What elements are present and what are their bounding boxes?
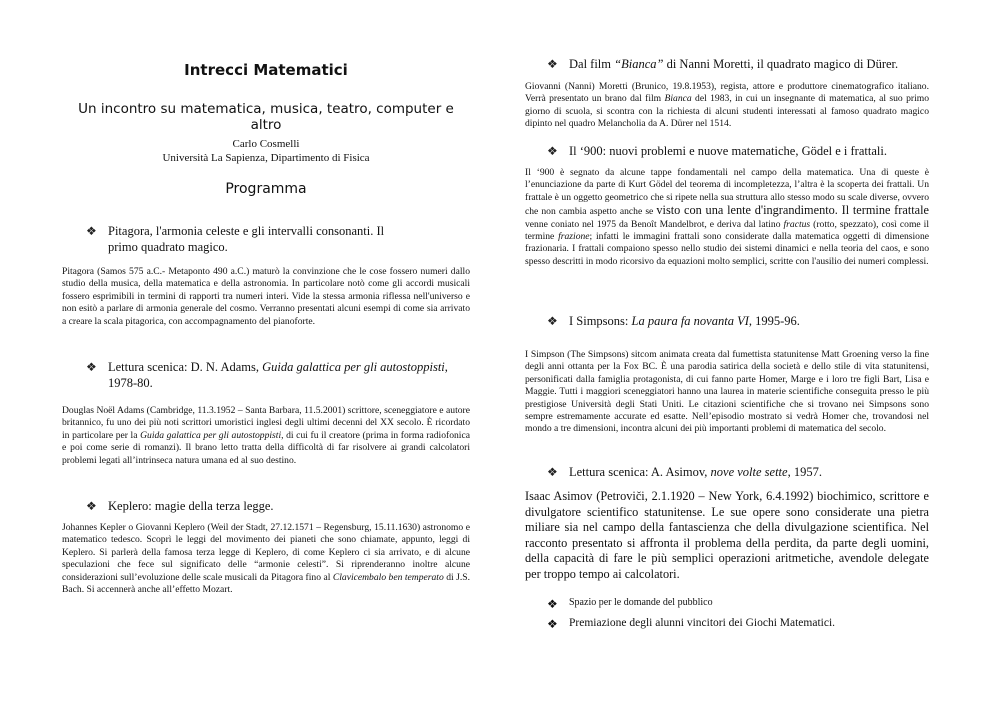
- heading-part: , 1978-80.: [108, 360, 448, 390]
- body-italic: Bianca: [664, 93, 692, 105]
- item-text: Spazio per le domande del pubblico: [569, 597, 713, 608]
- heading-part: , 1957.: [787, 465, 822, 479]
- heading-part: , 1995-96.: [748, 314, 800, 328]
- item-domande: [547, 597, 929, 612]
- heading-italic: nove volte sette: [710, 465, 788, 479]
- diamond-bullet-icon: ❖: [547, 465, 558, 479]
- body-text: Il ‘900 è segnato da alcune tappe fondamentali nel campo della matematica. Una di queste è l’enunciazione da parte di Kurt Gödel del teorema di incompletezza, l’altra è la scoperta dei frattali. Un frattale è un oggetto geometrico che si ripete nella sua struttura allo stesso modo su scale diverse, ovvero che non cambia aspetto anche se: [525, 167, 929, 218]
- page-title: Intrecci Matematici: [184, 61, 348, 79]
- section-body-simpsons: I Simpson (The Simpsons) sitcom animata creata dal fumettista statunitense Matt Groening verso la fine degli anni ottanta per la Fox BC. È una parodia satirica della società e dello stile di vita statunitensi, personificati dalla famiglia protagonista, di cui fanno parte Homer, Marge e i loro tre figli Bart, Lisa e Maggie. Tutti i maggiori sceneggiatori hanno una laurea in materie scientifiche conseguita presso le più prestigiose Università degli Stati Uniti. Le citazioni scientifiche che si trovano nei Simpsons sono sempre estremamente accurate ed esatte. Nell’episodio mostrato si vedrà Homer che, trovandosi nel mondo a tre dimensioni, incontra alcuni dei più importanti problemi di matematica del secolo.: [525, 349, 929, 435]
- section-heading-text: Keplero: magie della terza legge.: [108, 499, 274, 513]
- item-premiazione: [547, 617, 929, 632]
- section-body-keplero: [62, 522, 470, 596]
- body-text: ; infatti le immagini frattali sono considerate dalla matematica oggetti di dimensione frazionaria. I frattali compaiono spesso nello studio dei sistemi dinamici e nella teoria del caos, e sono spesso descritti in modo ricorsivo da equazioni molto semplici, scritte con l'ausilio dei numeri complessi.: [525, 231, 929, 267]
- body-italic: fractus: [783, 218, 811, 230]
- heading-italic: “Bianca”: [614, 57, 664, 71]
- section-heading-asimov: [547, 464, 929, 480]
- diamond-bullet-icon: ❖: [547, 314, 558, 328]
- diamond-bullet-icon: ❖: [547, 617, 558, 631]
- section-body-moretti: [525, 81, 929, 131]
- section-heading-pitagora: [86, 223, 416, 255]
- heading-part: di Nanni Moretti, il quadrato magico di Dürer.: [663, 57, 899, 71]
- heading-italic: La paura fa novanta VI: [631, 314, 749, 328]
- section-heading-text: Pitagora, l'armonia celeste e gli intervalli consonanti. Il primo quadrato magico.: [108, 224, 385, 254]
- section-body-adams: [62, 405, 470, 467]
- author-affiliation: Università La Sapienza, Dipartimento di Fisica: [162, 152, 370, 164]
- diamond-bullet-icon: ❖: [547, 144, 558, 158]
- heading-part: Lettura scenica: A. Asimov,: [569, 465, 711, 479]
- author-name: Carlo Cosmelli: [232, 138, 300, 150]
- section-heading-simpsons: [547, 313, 929, 329]
- body-text: (rotto, spezzato), così come il termine: [525, 218, 930, 243]
- programma-heading: Programma: [225, 181, 307, 197]
- item-text: Premiazione degli alunni vincitori dei Giochi Matematici.: [569, 617, 836, 629]
- body-text: venne coniato nel 1975 da Benoît Mandelbrot, e deriva dal latino: [525, 218, 784, 230]
- body-italic: Clavicembalo ben temperato: [332, 571, 444, 583]
- body-text: Giovanni (Nanni) Moretti (Brunico, 19.8.1953), regista, attore e produttore cinematografico italiano. Verrà presentato un brano dal film: [525, 81, 929, 105]
- section-heading-keplero: [86, 498, 470, 514]
- heading-part: Dal film: [569, 57, 615, 71]
- section-body-asimov: Isaac Asimov (Petroviči, 2.1.1920 – New York, 6.4.1992) biochimico, scrittore e divulgatore scientifico statunitense. Le sue opere sono considerate una pietra miliare sia nel campo della fantascienza che della divulgazione scientifica. Nel racconto presentato si affronta il problema della perdita, da parte degli uomini, della capacità di fare le più semplici operazioni aritmetiche, avendole delegate per troppo tempo ai calcolatori.: [525, 489, 929, 581]
- diamond-bullet-icon: ❖: [547, 597, 558, 611]
- section-body-novecento: [525, 167, 929, 268]
- section-heading-novecento: [547, 143, 929, 159]
- diamond-bullet-icon: ❖: [86, 224, 97, 238]
- body-text: , di cui fu il creatore (prima in forma radiofonica e poi come serie di romanzi). Il brano letto tratta della difficoltà di far risolvere ai grandi calcolatori problemi legati all’intrinseca natura umana ed al suo destino.: [62, 429, 470, 466]
- diamond-bullet-icon: ❖: [86, 499, 97, 513]
- section-body-pitagora: Pitagora (Samos 575 a.C.- Metaponto 490 a.C.) maturò la convinzione che le cose fossero numeri dallo studio della musica, della matematica e della astronomia. In particolare notò come gli accordi musicali fossero esprimibili in termini di rapporti tra numeri interi. Vide la stessa armonia riflessa nell'universo e non esitò a parlare di armonia generale del cosmo. Verranno presentati alcuni esempi di come sia arrivato a creare la scala pitagorica, con accompagnamento del pianoforte.: [62, 266, 470, 327]
- body-text: di J.S. Bach. Si accennerà anche all’effetto Mozart.: [62, 571, 470, 596]
- section-heading-text: Il ‘900: nuovi problemi e nuove matematiche, Gödel e i frattali.: [569, 144, 887, 158]
- diamond-bullet-icon: ❖: [547, 57, 558, 71]
- body-text: del 1983, in cui un insegnante di matematica, al suo primo giorno di scuola, si scontra con la richiesta di alcuni studenti interessati al famoso quadrato magico dipinto nel quadro Melancholia da A. Dürer nel 1514.: [525, 93, 929, 130]
- page-subtitle: Un incontro su matematica, musica, teatro, computer e altro: [78, 101, 454, 133]
- body-italic: frazione: [558, 231, 590, 243]
- body-italic: Guida galattica per gli autostoppisti: [140, 429, 282, 441]
- body-text: Douglas Noël Adams (Cambridge, 11.3.1952 – Santa Barbara, 11.5.2001) scrittore, sceneggiatore e autore britannico, fu uno dei più noti scrittori umoristici inglesi degli ultimi decenni del XX secolo. È ricordato in particolare per la: [62, 405, 470, 441]
- body-text-large: visto con una lente d'ingrandimento. Il termine frattale: [656, 203, 929, 218]
- body-text: Johannes Kepler o Giovanni Keplero (Weil der Stadt, 27.12.1571 – Regensburg, 15.11.1630) astronomo e matematico tedesco. Scoprì le leggi del movimento dei pianeti che sono chiamate, appunto, leggi di Keplero. Si parlerà della famosa terza legge di Keplero, di come Keplero ci sia arrivato, e di alcune speculazioni che fece sul significato delle “armonie celesti”. Si riprenderanno inoltre alcune considerazioni sull’evoluzione delle scale musicali da Pitagora fino al: [62, 522, 470, 583]
- heading-part: I Simpsons:: [569, 314, 632, 328]
- diamond-bullet-icon: ❖: [86, 360, 97, 374]
- section-heading-adams: [86, 359, 470, 391]
- heading-part: Lettura scenica: D. N. Adams,: [108, 360, 263, 374]
- heading-italic: Guida galattica per gli autostoppisti: [262, 360, 445, 374]
- section-heading-moretti: [547, 56, 929, 72]
